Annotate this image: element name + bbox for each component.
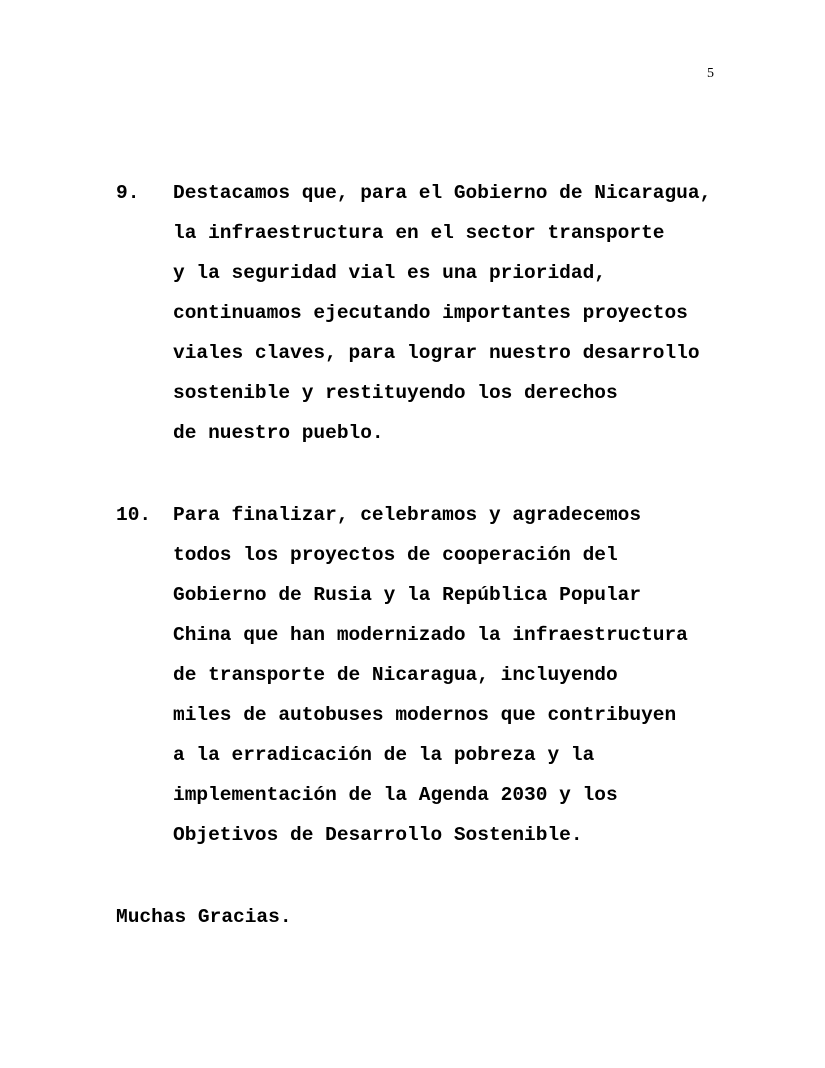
- text-line: implementación de la Agenda 2030 y los: [173, 784, 618, 806]
- text-line: y la seguridad vial es una prioridad,: [173, 262, 606, 284]
- text-line: Gobierno de Rusia y la República Popular: [173, 584, 642, 606]
- text-line: todos los proyectos de cooperación del: [173, 544, 618, 566]
- text-line: Destacamos que, para el Gobierno de Nicaragua,: [173, 182, 712, 204]
- item-text: [173, 495, 713, 855]
- text-line: sostenible y restituyendo los derechos: [173, 382, 618, 404]
- page-number: 5: [707, 66, 714, 81]
- text-line: Objetivos de Desarrollo Sostenible.: [173, 824, 583, 846]
- text-line: China que han modernizado la infraestructura: [173, 624, 688, 646]
- text-line: continuamos ejecutando importantes proyectos: [173, 302, 688, 324]
- text-line: Para finalizar, celebramos y agradecemos: [173, 504, 642, 526]
- text-line: de nuestro pueblo.: [173, 422, 384, 444]
- text-line: viales claves, para lograr nuestro desarrollo: [173, 342, 700, 364]
- text-line: la infraestructura en el sector transporte: [173, 222, 665, 244]
- item-number: 10.: [116, 504, 152, 526]
- closing-text: Muchas Gracias.: [116, 906, 292, 928]
- text-line: a la erradicación de la pobreza y la: [173, 744, 595, 766]
- item-text: [173, 173, 713, 453]
- text-line: de transporte de Nicaragua, incluyendo: [173, 664, 618, 686]
- text-line: miles de autobuses modernos que contribuyen: [173, 704, 677, 726]
- item-number: 9.: [116, 182, 140, 204]
